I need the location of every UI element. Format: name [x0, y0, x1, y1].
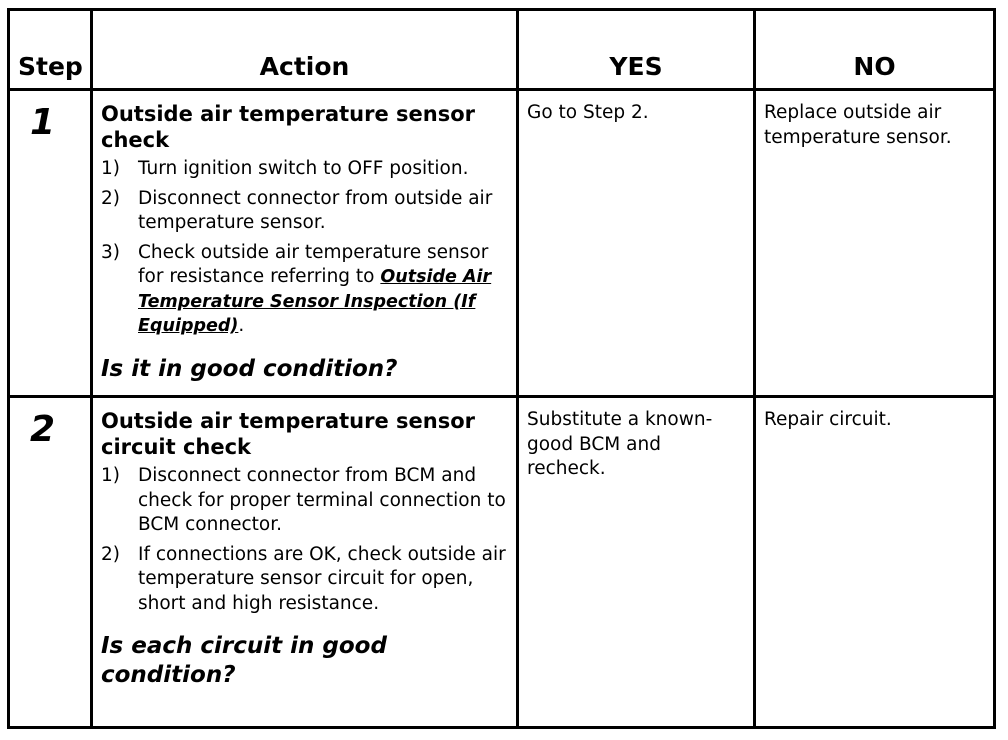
- list-item: [101, 543, 508, 617]
- step-number: 2: [30, 409, 56, 450]
- substep-text: If connections are OK, check outside air temperature sensor circuit for open, short and high resistance.: [138, 543, 506, 614]
- header-yes: YES: [518, 10, 755, 90]
- step-cell: [9, 90, 92, 397]
- substep-text: Check outside air temperature sensor for resistance referring to: [138, 241, 489, 287]
- action-cell: [92, 397, 518, 728]
- action-title: Outside air temperature sensor check: [101, 102, 476, 152]
- no-cell: Replace outside air temperature sensor.: [755, 90, 995, 397]
- substep-list: [101, 157, 508, 339]
- condition-question: Is each circuit in good condition?: [101, 633, 387, 688]
- list-item: [101, 464, 508, 538]
- action-title: Outside air temperature sensor circuit check: [101, 409, 476, 459]
- yes-cell: Go to Step 2.: [518, 90, 755, 397]
- header-step: Step: [9, 10, 92, 90]
- yes-cell: Substitute a known-good BCM and recheck.: [518, 397, 755, 728]
- substep-number: 3): [101, 241, 120, 263]
- action-cell: [92, 90, 518, 397]
- step-number: 1: [30, 102, 56, 143]
- substep-text: Disconnect connector from BCM and check for proper terminal connection to BCM connector.: [138, 465, 506, 535]
- no-cell: Repair circuit.: [755, 397, 995, 728]
- table-header-row: [9, 10, 995, 90]
- list-item: [101, 241, 508, 339]
- substep-number: 2): [101, 543, 120, 565]
- step-cell: [9, 397, 92, 728]
- substep-number: 1): [101, 465, 120, 486]
- header-action: Action: [92, 10, 518, 90]
- list-item: [101, 187, 508, 236]
- condition-question: Is it in good condition?: [101, 355, 398, 382]
- list-item: [101, 157, 508, 182]
- substep-text: Disconnect connector from outside air temperature sensor.: [138, 187, 493, 233]
- substep-list: [101, 464, 508, 616]
- substep-text: Turn ignition switch to OFF position.: [138, 158, 469, 179]
- substep-number: 2): [101, 187, 120, 209]
- header-no: NO: [755, 10, 995, 90]
- substep-text-end: .: [238, 315, 245, 336]
- table-row: [9, 90, 995, 397]
- inspection-reference-link[interactable]: Outside Air Temperature Sensor Inspection (If Equipped): [138, 267, 492, 336]
- diagnostic-table: [7, 8, 996, 729]
- table-row: [9, 397, 995, 728]
- substep-number: 1): [101, 158, 120, 179]
- diagnostic-table-container: [7, 8, 993, 728]
